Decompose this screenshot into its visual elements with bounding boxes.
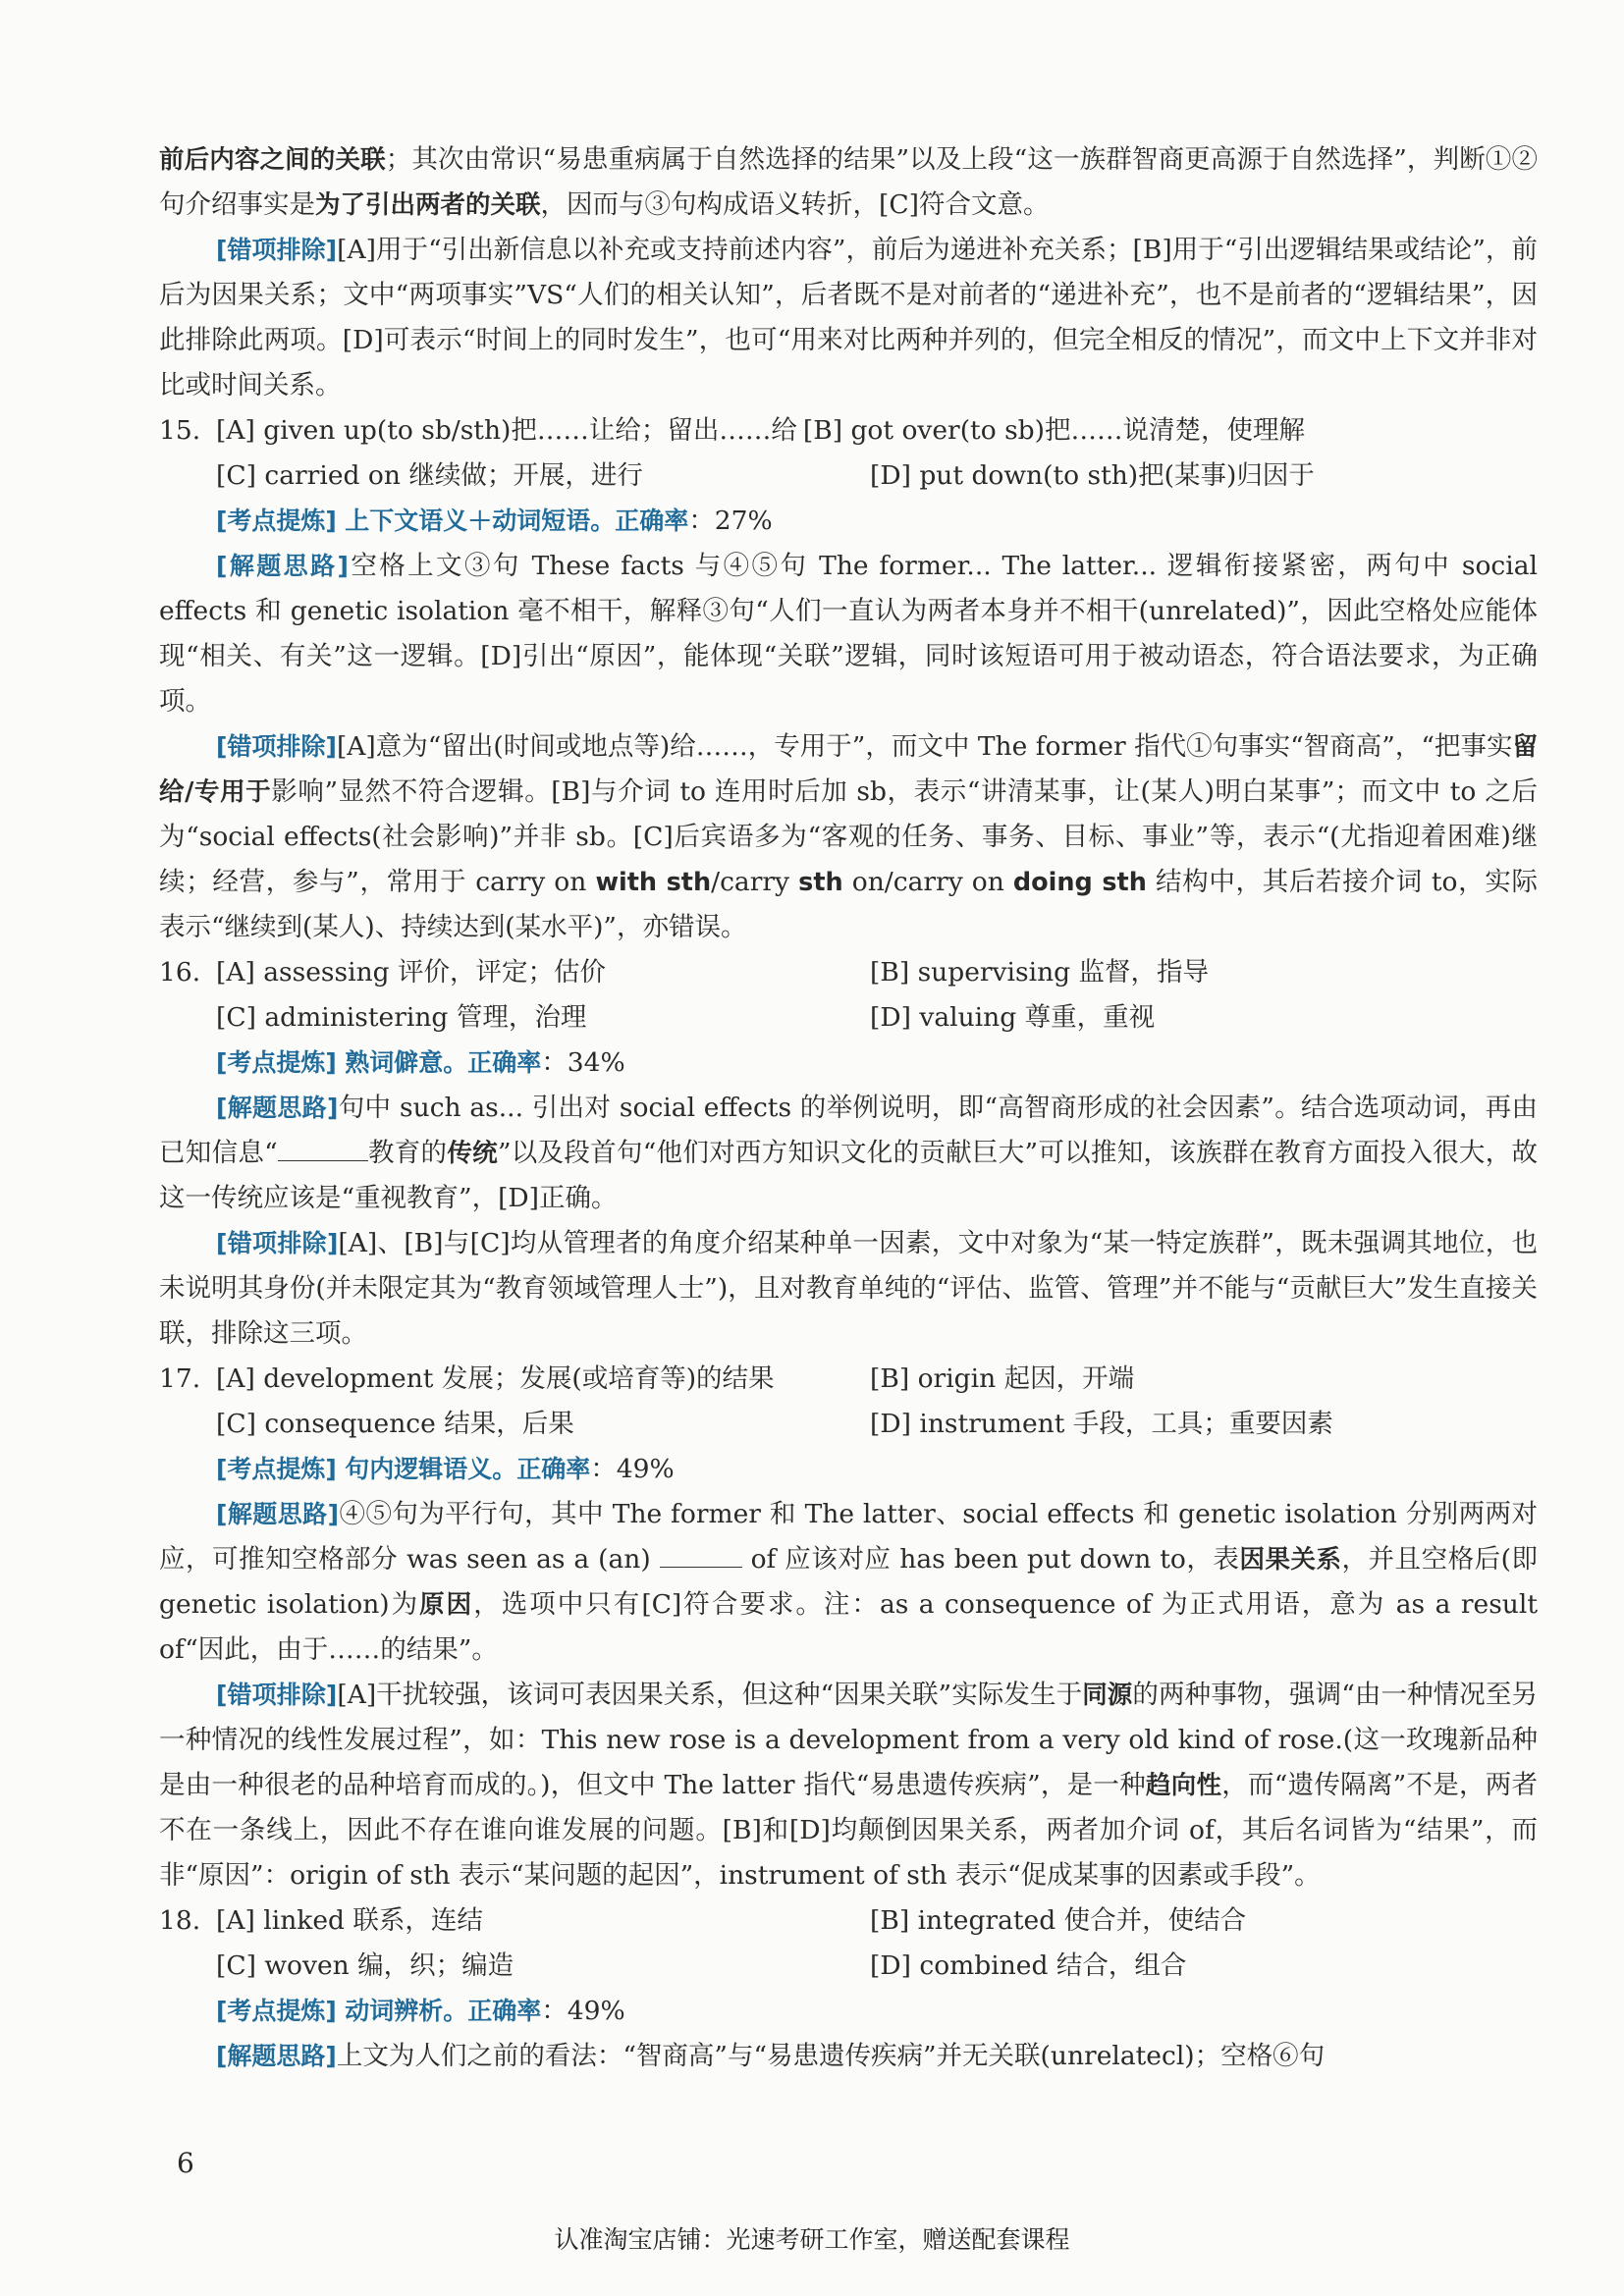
option-d: [D] put down(to sth)把(某事)归因于 — [870, 460, 1315, 491]
blank-line — [660, 1537, 742, 1568]
text: 影响”显然不符合逻辑。[B]与介词 to 连用时后加 sb，表示“讲清某事，让(某人)明白某事”；而文中 to 之后为“social effects(社会影响)”并非 sb。[C]后宾语多为“客观的任务、事务、目标、事业”等，表示“(尤指迎着困难)继续；经营，参与”，常用于 carry on — [159, 776, 1538, 897]
option-d: [D] combined 结合，组合 — [870, 1950, 1187, 1981]
option-c: [C] consequence 结果，后果 — [216, 1409, 574, 1439]
footer-watermark: 认准淘宝店铺：光速考研工作室，赠送配套课程 — [554, 2225, 1070, 2254]
text: 空格上文③句 These facts 与④⑤句 The former... The latter... 逻辑衔接紧密，两句中 social effects 和 genetic isolation 毫不相干，解释③句“人们一直认为两者本身并不相干(unrelated)”，因此空格处应能体现“相关、有关”这一逻辑。[D]引出“原因”，能体现“关联”逻辑，同时该短语可用于被动语态，符合语法要求，为正确项。 — [159, 551, 1538, 717]
key-point-17 — [159, 1447, 1538, 1492]
option-a: [A] linked 联系，连结 — [216, 1905, 483, 1936]
blank-line — [278, 1131, 368, 1161]
key-point-text: 熟词僻意。正确率 — [345, 1048, 542, 1077]
section-tag: [考点提炼] — [216, 1997, 337, 2025]
error-elimination-17 — [159, 1673, 1538, 1898]
solution-15 — [159, 544, 1538, 724]
section-tag: [解题思路] — [216, 1500, 340, 1528]
page-content — [159, 137, 1538, 2079]
accuracy-rate: ：34% — [541, 1047, 625, 1078]
question-number: 17. — [159, 1363, 201, 1394]
section-tag: [考点提炼] — [216, 1048, 337, 1077]
key-point-15 — [159, 499, 1538, 544]
key-point-16 — [159, 1041, 1538, 1086]
key-point-text: 句内逻辑语义。正确率 — [345, 1455, 591, 1483]
option-d: [D] valuing 尊重，重视 — [870, 1002, 1156, 1033]
text: [A]、[B]与[C]均从管理者的角度介绍某种单一因素，文中对象为“某一特定族群”，既未强调其地位，也未说明其身份(并未限定其为“教育领域管理人士”)，且对教育单纯的“评估、监管、管理”并不能与“贡献巨大”发生直接关联，排除这三项。 — [159, 1228, 1539, 1349]
section-tag: [错项排除] — [216, 732, 337, 761]
text: on/carry on — [842, 867, 1013, 897]
text: [A]用于“引出新信息以补充或支持前述内容”，前后为递进补充关系；[B]用于“引出逻辑结果或结论”，前后为因果关系；文中“两项事实”VS“人们的相关认知”，后者既不是对前者的“递进补充”，也不是前者的“逻辑结果”，因此排除此两项。[D]可表示“时间上的同时发生”，也可“用来对比两种并列的，但完全相反的情况”，而文中上下文并非对比或时间关系。 — [159, 235, 1539, 400]
bold-phrase: with sth — [595, 868, 712, 897]
solution-18 — [159, 2034, 1538, 2079]
text: [A]意为“留出(时间或地点等)给……，专用于”，而文中 The former 指代①句事实“智商高”，“把事实 — [336, 731, 1513, 762]
text: ，并且空格后(即 genetic isolation)为 — [159, 1544, 1538, 1620]
bold-phrase: 为了引出两者的关联 — [315, 190, 541, 220]
bold-phrase: 留给/专用于 — [159, 732, 1538, 807]
option-a: [A] assessing 评价，评定；估价 — [216, 957, 607, 988]
question-number: 15. — [159, 415, 201, 446]
error-elimination-paragraph — [159, 228, 1538, 408]
option-c: [C] carried on 继续做；开展，进行 — [216, 460, 643, 491]
question-number: 18. — [159, 1905, 201, 1936]
question-number: 16. — [159, 957, 201, 988]
option-b: [B] origin 起因，开端 — [870, 1363, 1135, 1394]
bold-phrase: 同源 — [1082, 1681, 1133, 1710]
solution-16 — [159, 1086, 1538, 1221]
option-b: [B] integrated 使合并，使结合 — [870, 1905, 1247, 1936]
key-point-text: 上下文语义＋动词短语。正确率 — [345, 507, 689, 535]
text: [A]干扰较强，该词可表因果关系，但这种“因果关联”实际发生于 — [337, 1680, 1083, 1710]
text: ，因而与③句构成语义转折，[C]符合文意。 — [540, 189, 1050, 220]
section-tag: [解题思路] — [216, 552, 349, 580]
section-tag: [错项排除] — [216, 1229, 339, 1257]
solution-17 — [159, 1492, 1538, 1673]
bold-phrase: 前后内容之间的关联 — [159, 145, 386, 175]
accuracy-rate: ：49% — [590, 1454, 675, 1484]
text: ”以及段首句“他们对西方知识文化的贡献巨大”可以推知，该族群在教育方面投入很大，故这一传统应该是“重视教育”，[D]正确。 — [159, 1138, 1538, 1213]
text: 句中 such as... 引出对 social effects 的举例说明，即“高智商形成的社会因素”。结合选项动词，再由已知信息“ — [159, 1093, 1538, 1168]
option-c: [C] administering 管理，治理 — [216, 1002, 587, 1033]
option-a: [A] development 发展；发展(或培育等)的结果 — [216, 1363, 775, 1394]
question-16-options — [159, 950, 1538, 1041]
option-c: [C] woven 编，织；编造 — [216, 1950, 514, 1981]
option-b: [B] supervising 监督，指导 — [870, 957, 1210, 988]
text: of 应该对应 has been put down to，表 — [741, 1544, 1240, 1575]
text: 上文为人们之前的看法：“智商高”与“易患遗传疾病”并无关联(unrelatecl)；空格⑥句 — [336, 2041, 1326, 2071]
accuracy-rate: ：27% — [688, 506, 773, 536]
key-point-text: 动词辨析。正确率 — [345, 1997, 542, 2025]
text: ④⑤句为平行句，其中 The former 和 The latter、social effects 和 genetic isolation 分别两两对应，可推知空格部分 was seen as a (an) — [159, 1499, 1538, 1575]
text: 教育的 — [367, 1138, 448, 1168]
question-17-options — [159, 1357, 1538, 1447]
page-number: 6 — [177, 2147, 194, 2179]
section-tag: [错项排除] — [216, 236, 338, 264]
error-elimination-16 — [159, 1221, 1538, 1357]
bold-phrase: 原因 — [419, 1590, 474, 1620]
question-18-options — [159, 1898, 1538, 1989]
section-tag: [解题思路] — [216, 2042, 337, 2070]
text: ，选项中只有[C]符合要求。注：as a consequence of 为正式用语，意为 as a result of“因此，由于……的结果”。 — [159, 1589, 1538, 1665]
key-point-18 — [159, 1989, 1538, 2034]
text: ，而“遗传隔离”不是，两者不在一条线上，因此不存在谁向谁发展的问题。[B]和[D]均颠倒因果关系，两者加介词 of，其后名词皆为“结果”，而非“原因”：origin of sth 表示“某问题的起因”，instrument of sth 表示“促成某事的因素或手段”。 — [159, 1770, 1538, 1891]
error-elimination-15 — [159, 724, 1538, 950]
option-b: [B] got over(to sb)把……说清楚，使理解 — [802, 415, 1305, 446]
bold-phrase: sth — [798, 868, 843, 897]
intro-paragraph — [159, 137, 1538, 228]
bold-phrase: 传统 — [447, 1139, 498, 1168]
option-a: [A] given up(to sb/sth)把……让给；留出……给 — [216, 415, 797, 446]
section-tag: [错项排除] — [216, 1681, 338, 1709]
bold-phrase: doing sth — [1012, 868, 1147, 897]
accuracy-rate: ：49% — [541, 1996, 625, 2026]
option-d: [D] instrument 手段，工具；重要因素 — [870, 1409, 1333, 1439]
text: ；其次由常识“易患重病属于自然选择的结果”以及上段“这一族群智商更高源于自然选择”，判断①②句介绍事实是 — [159, 144, 1538, 220]
bold-phrase: 因果关系 — [1239, 1545, 1342, 1575]
section-tag: [解题思路] — [216, 1094, 339, 1122]
text: 的两种事物，强调“由一种情况至另一种情况的线性发展过程”，如：This new rose is a development from a very old kind of rose.(这一玫瑰新品种是由一种很老的品种培育而成的。)，但文中 The latter 指代“易患遗传疾病”，是一种 — [159, 1680, 1538, 1800]
section-tag: [考点提炼] — [216, 507, 337, 535]
text: /carry — [711, 867, 799, 897]
bold-phrase: 趋向性 — [1145, 1771, 1222, 1800]
text: 结构中，其后若接介词 to，实际表示“继续到(某人)、持续达到(某水平)”，亦错误。 — [159, 867, 1538, 942]
question-15-options — [159, 408, 1538, 499]
section-tag: [考点提炼] — [216, 1455, 337, 1483]
